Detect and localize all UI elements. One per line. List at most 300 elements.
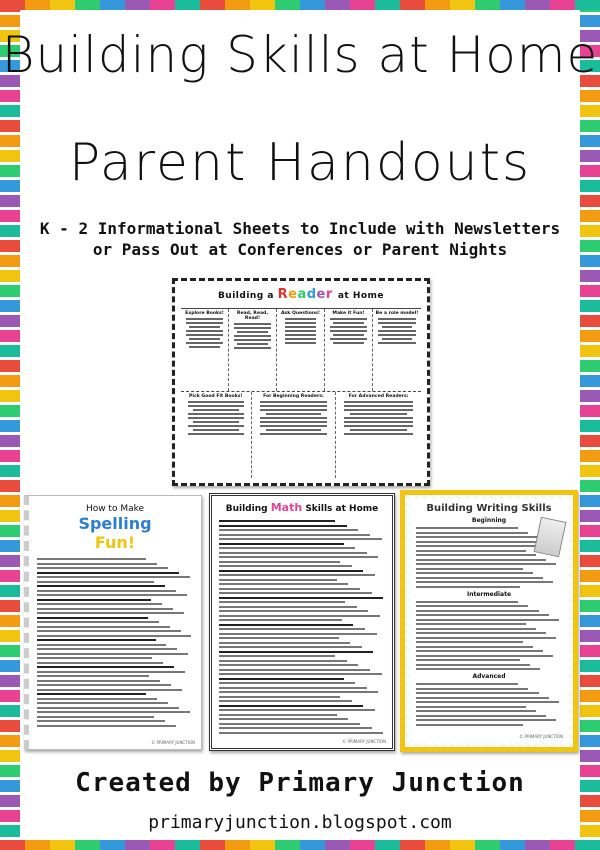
text-line — [37, 621, 159, 623]
text-line — [219, 520, 335, 522]
text-line — [37, 599, 151, 601]
text-line — [219, 570, 363, 572]
text-line — [37, 576, 190, 578]
text-line — [37, 644, 166, 646]
text-line — [219, 525, 347, 527]
left-rainbow-border — [0, 0, 20, 850]
text-line — [219, 601, 345, 603]
border-stripe — [0, 315, 20, 327]
text-line — [219, 547, 355, 549]
border-stripe — [580, 690, 600, 702]
reader-column — [252, 392, 337, 478]
border-stripe — [580, 345, 600, 357]
text-line — [416, 628, 536, 630]
border-segment — [575, 840, 600, 850]
border-stripe — [0, 705, 20, 717]
border-stripe — [0, 480, 20, 492]
border-segment — [175, 0, 200, 10]
text-line — [219, 678, 344, 680]
text-line — [416, 559, 546, 561]
border-segment — [225, 840, 250, 850]
border-stripe — [0, 210, 20, 222]
text-line — [219, 588, 360, 590]
border-segment — [450, 840, 475, 850]
text-line — [37, 590, 176, 592]
border-segment — [275, 840, 300, 850]
math-sheet-title — [212, 501, 392, 514]
text-line — [37, 693, 146, 695]
border-stripe — [580, 255, 600, 267]
border-stripe — [580, 480, 600, 492]
border-stripe — [580, 105, 600, 117]
border-stripe — [580, 540, 600, 552]
text-line — [219, 696, 340, 698]
reader-column — [181, 309, 229, 391]
border-stripe — [0, 585, 20, 597]
writing-body-advanced — [416, 683, 562, 726]
spelling-body-text — [37, 558, 193, 727]
text-line — [219, 610, 368, 612]
text-line — [219, 732, 383, 734]
border-stripe — [580, 525, 600, 537]
border-segment — [500, 840, 525, 850]
border-stripe — [580, 465, 600, 477]
border-segment — [25, 0, 50, 10]
border-stripe — [0, 435, 20, 447]
text-line — [416, 614, 549, 616]
border-segment — [300, 0, 325, 10]
right-rainbow-border — [580, 0, 600, 850]
writing-footer: © PRIMARY JUNCTION — [519, 734, 563, 739]
reader-column-heading: Pick Good Fit Books! — [189, 394, 243, 399]
spelling-title-fun: Fun! — [94, 533, 136, 552]
reader-letter: e — [316, 287, 326, 302]
reader-column — [229, 309, 277, 391]
border-segment — [550, 840, 575, 850]
text-line — [416, 572, 533, 574]
border-stripe — [0, 600, 20, 612]
text-line — [37, 639, 156, 641]
border-stripe — [580, 225, 600, 237]
text-line — [416, 715, 546, 717]
text-line — [37, 653, 188, 655]
title-line-1: Building Skills at Home — [1, 26, 599, 84]
border-stripe — [0, 105, 20, 117]
border-segment — [0, 0, 25, 10]
text-line — [219, 700, 352, 702]
text-line — [416, 697, 549, 699]
text-line — [219, 655, 335, 657]
border-segment — [100, 0, 125, 10]
title-line-2: Parent Handouts — [68, 133, 532, 193]
spelling-title-small: How to Make — [85, 504, 145, 514]
border-stripe — [0, 465, 20, 477]
border-stripe — [0, 345, 20, 357]
writing-section-heading: Advanced — [472, 673, 506, 680]
border-stripe — [580, 360, 600, 372]
reader-column-heading: For Advanced Readers: — [348, 394, 409, 399]
reader-column — [325, 309, 373, 391]
border-segment — [125, 840, 150, 850]
text-line — [416, 637, 556, 639]
text-line — [219, 691, 378, 693]
text-line — [416, 632, 546, 634]
text-line — [416, 668, 540, 670]
text-line — [37, 594, 187, 596]
text-line — [37, 648, 177, 650]
reader-bottom-row — [181, 391, 421, 478]
text-line — [37, 666, 174, 668]
text-line — [416, 527, 518, 529]
reader-column — [181, 392, 252, 478]
border-stripe — [0, 555, 20, 567]
writing-section-heading: Beginning — [471, 517, 507, 524]
text-line — [416, 601, 518, 603]
text-line — [416, 664, 530, 666]
text-line — [37, 635, 191, 637]
border-stripe — [0, 510, 20, 522]
text-line — [416, 605, 528, 607]
text-line — [37, 707, 179, 709]
text-line — [219, 633, 377, 635]
text-line — [219, 642, 350, 644]
text-line — [37, 671, 185, 673]
text-line — [37, 572, 179, 574]
text-line — [416, 532, 528, 534]
blog-url[interactable]: primaryjunction.blogspot.com — [148, 812, 452, 833]
text-line — [416, 554, 536, 556]
border-stripe — [0, 570, 20, 582]
border-stripe — [0, 525, 20, 537]
reader-letter: r — [325, 287, 333, 302]
math-title-suffix: Skills at Home — [305, 504, 379, 514]
text-line — [37, 612, 184, 614]
reader-column-heading: Explore Books! — [185, 311, 224, 316]
text-line — [416, 683, 518, 685]
reader-title-suffix: at Home — [337, 291, 385, 301]
text-line — [37, 675, 149, 677]
border-stripe — [580, 570, 600, 582]
border-stripe — [0, 330, 20, 342]
text-line — [416, 541, 549, 543]
reader-top-row — [181, 308, 421, 391]
text-line — [219, 723, 360, 725]
border-stripe — [580, 210, 600, 222]
text-line — [219, 615, 380, 617]
border-segment — [200, 0, 225, 10]
text-line — [219, 574, 375, 576]
border-stripe — [0, 645, 20, 657]
border-stripe — [580, 240, 600, 252]
border-stripe — [580, 675, 600, 687]
border-stripe — [580, 750, 600, 762]
reader-sheet-preview — [172, 278, 430, 486]
border-segment — [525, 0, 550, 10]
text-line — [37, 689, 182, 691]
reader-title-word — [278, 287, 338, 302]
text-line — [416, 701, 559, 703]
writing-sheet-preview — [400, 490, 578, 752]
reader-column — [336, 392, 421, 478]
text-line — [219, 592, 372, 594]
border-stripe — [0, 750, 20, 762]
border-stripe — [580, 660, 600, 672]
border-segment — [325, 840, 350, 850]
writing-sheet-title: Building Writing Skills — [426, 503, 552, 514]
text-line — [37, 626, 170, 628]
border-stripe — [580, 300, 600, 312]
text-line — [416, 724, 523, 726]
border-segment — [200, 840, 225, 850]
border-segment — [550, 0, 575, 10]
border-segment — [0, 840, 25, 850]
reader-title-prefix: Building a — [217, 291, 274, 301]
border-stripe — [580, 585, 600, 597]
border-stripe — [580, 330, 600, 342]
border-segment — [125, 0, 150, 10]
border-segment — [250, 0, 275, 10]
text-line — [37, 716, 154, 718]
border-segment — [475, 840, 500, 850]
border-stripe — [0, 615, 20, 627]
math-footer: © PRIMARY JUNCTION — [342, 739, 386, 744]
border-segment — [250, 840, 275, 850]
reader-column-heading: Ask Questions! — [281, 311, 320, 316]
border-stripe — [0, 540, 20, 552]
border-stripe — [580, 600, 600, 612]
text-line — [37, 657, 152, 659]
border-stripe — [580, 735, 600, 747]
reader-letter: d — [306, 287, 317, 302]
reader-column — [373, 309, 421, 391]
text-line — [416, 623, 526, 625]
text-line — [219, 664, 358, 666]
text-line — [219, 552, 367, 554]
border-segment — [400, 840, 425, 850]
border-segment — [525, 840, 550, 850]
text-line — [219, 718, 348, 720]
border-segment — [425, 0, 450, 10]
text-line — [219, 709, 375, 711]
border-stripe — [580, 705, 600, 717]
text-line — [416, 659, 520, 661]
border-segment — [375, 0, 400, 10]
text-line — [219, 565, 352, 567]
reader-letter: e — [288, 287, 298, 302]
border-segment — [175, 840, 200, 850]
border-segment — [150, 0, 175, 10]
border-segment — [25, 840, 50, 850]
border-segment — [75, 840, 100, 850]
text-line — [416, 650, 543, 652]
text-line — [416, 586, 520, 588]
border-segment — [450, 0, 475, 10]
border-stripe — [0, 195, 20, 207]
border-stripe — [0, 675, 20, 687]
text-line — [416, 619, 559, 621]
spelling-title-big — [29, 514, 201, 552]
border-stripe — [580, 615, 600, 627]
border-stripe — [580, 420, 600, 432]
border-stripe — [580, 495, 600, 507]
border-stripe — [0, 630, 20, 642]
text-line — [219, 556, 378, 558]
text-line — [219, 561, 340, 563]
text-line — [219, 534, 370, 536]
border-segment — [350, 0, 375, 10]
subtitle: K - 2 Informational Sheets to Include with Newsletters or Pass Out at Conferences or Parent Nights — [39, 219, 561, 259]
border-stripe — [0, 690, 20, 702]
text-line — [219, 669, 370, 671]
text-line — [37, 662, 163, 664]
writing-section-heading: Intermediate — [466, 590, 512, 598]
text-line — [219, 687, 367, 689]
reader-sheet-title — [175, 287, 427, 302]
border-stripe — [0, 270, 20, 282]
border-segment — [425, 840, 450, 850]
text-line — [37, 725, 176, 727]
spelling-title-word: Spelling — [78, 514, 152, 533]
text-line — [37, 558, 146, 560]
text-line — [219, 628, 365, 630]
text-line — [416, 536, 539, 538]
top-rainbow-border — [0, 0, 600, 10]
border-segment — [100, 840, 125, 850]
text-line — [416, 655, 553, 657]
border-stripe — [580, 435, 600, 447]
border-stripe — [0, 720, 20, 732]
writing-body-intermediate — [416, 601, 562, 671]
border-stripe — [0, 300, 20, 312]
border-stripe — [0, 360, 20, 372]
border-stripe — [580, 720, 600, 732]
border-stripe — [580, 315, 600, 327]
text-line — [37, 608, 173, 610]
border-segment — [400, 0, 425, 10]
border-stripe — [580, 390, 600, 402]
border-stripe — [0, 255, 20, 267]
border-stripe — [580, 120, 600, 132]
text-line — [219, 529, 358, 531]
text-line — [219, 682, 355, 684]
reader-column-heading: Make it Fun! — [332, 311, 365, 316]
text-line — [219, 705, 363, 707]
text-line — [219, 579, 337, 581]
text-line — [416, 719, 556, 721]
reader-letter: R — [277, 287, 289, 302]
border-segment — [300, 840, 325, 850]
border-stripe — [0, 390, 20, 402]
border-stripe — [0, 285, 20, 297]
text-line — [416, 577, 543, 579]
text-line — [219, 538, 382, 540]
text-line — [37, 698, 157, 700]
text-line — [416, 610, 539, 612]
math-title-prefix: Building — [225, 504, 268, 514]
border-stripe — [580, 645, 600, 657]
border-stripe — [0, 120, 20, 132]
border-segment — [475, 0, 500, 10]
text-line — [416, 581, 553, 583]
text-line — [219, 727, 372, 729]
text-line — [37, 617, 148, 619]
border-segment — [325, 0, 350, 10]
border-stripe — [580, 285, 600, 297]
text-line — [416, 641, 523, 643]
text-line — [416, 706, 526, 708]
border-stripe — [0, 495, 20, 507]
text-line — [219, 543, 344, 545]
text-line — [219, 714, 337, 716]
reader-column-heading: For Beginning Readers: — [263, 394, 324, 399]
math-title-word: Math — [270, 501, 303, 514]
text-line — [416, 550, 526, 552]
text-line — [37, 567, 168, 569]
border-stripe — [0, 240, 20, 252]
border-stripe — [580, 375, 600, 387]
text-line — [37, 684, 171, 686]
text-line — [219, 606, 357, 608]
border-stripe — [0, 735, 20, 747]
text-line — [219, 624, 353, 626]
border-stripe — [580, 405, 600, 417]
reader-column-heading: Read, Read, Read! — [236, 311, 269, 321]
reader-column-heading: Be a role model! — [375, 311, 419, 316]
border-stripe — [0, 420, 20, 432]
text-line — [219, 597, 383, 599]
border-stripe — [580, 90, 600, 102]
border-segment — [375, 840, 400, 850]
text-line — [37, 603, 162, 605]
border-stripe — [0, 375, 20, 387]
text-line — [416, 563, 556, 565]
bottom-rainbow-border — [0, 840, 600, 850]
border-segment — [75, 0, 100, 10]
border-stripe — [580, 510, 600, 522]
border-stripe — [580, 195, 600, 207]
border-stripe — [580, 450, 600, 462]
text-line — [37, 581, 154, 583]
text-line — [37, 711, 190, 713]
reader-column — [277, 309, 325, 391]
border-stripe — [580, 270, 600, 282]
border-segment — [50, 0, 75, 10]
math-body-text — [219, 520, 385, 734]
created-by: Created by Primary Junction — [75, 768, 525, 798]
border-segment — [50, 840, 75, 850]
text-line — [219, 660, 347, 662]
border-segment — [350, 840, 375, 850]
text-line — [219, 583, 348, 585]
text-line — [416, 646, 533, 648]
text-line — [416, 568, 523, 570]
text-line — [416, 710, 536, 712]
border-stripe — [0, 225, 20, 237]
text-line — [37, 585, 165, 587]
text-line — [219, 637, 339, 639]
text-line — [37, 702, 168, 704]
text-line — [219, 673, 382, 675]
text-line — [219, 646, 362, 648]
reader-letter: a — [297, 287, 307, 302]
border-stripe — [0, 405, 20, 417]
text-line — [416, 692, 539, 694]
border-stripe — [0, 450, 20, 462]
border-stripe — [0, 660, 20, 672]
text-line — [416, 688, 528, 690]
border-stripe — [0, 90, 20, 102]
border-segment — [575, 0, 600, 10]
